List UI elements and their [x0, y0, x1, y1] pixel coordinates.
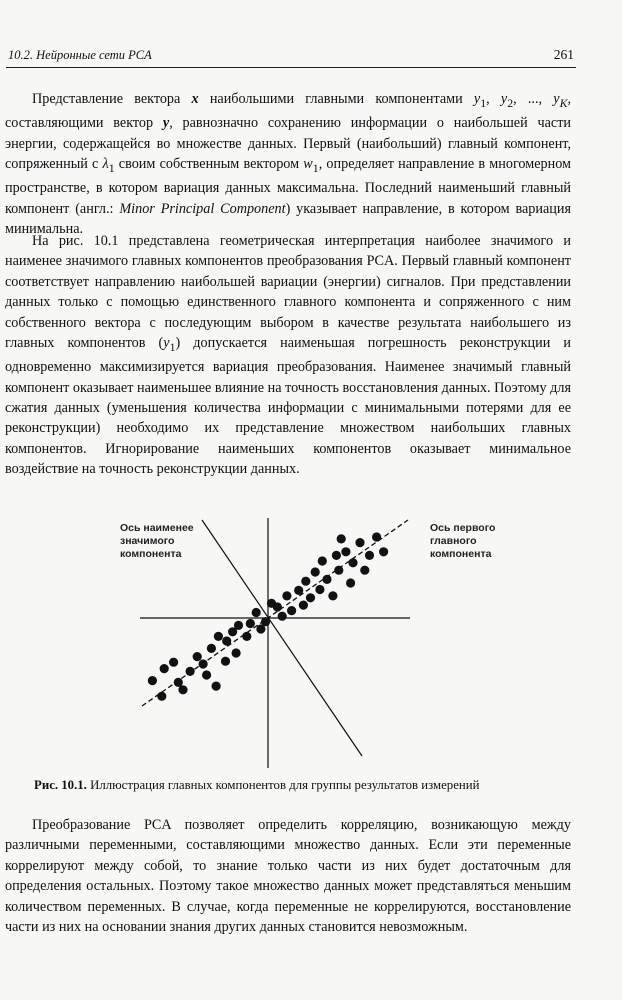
- scatter-point: [337, 534, 346, 543]
- scatter-point: [379, 547, 388, 556]
- caption-number: Рис. 10.1.: [34, 778, 87, 792]
- scatter-point: [306, 593, 315, 602]
- scatter-point: [157, 692, 166, 701]
- scatter-point: [346, 578, 355, 587]
- scatter-point: [318, 556, 327, 565]
- scatter-point: [301, 577, 310, 586]
- scatter-point: [186, 667, 195, 676]
- scatter-point: [311, 567, 320, 576]
- scatter-point: [332, 551, 341, 560]
- figure-caption: [34, 778, 594, 793]
- scatter-point: [355, 538, 364, 547]
- scatter-point: [341, 547, 350, 556]
- pca-figure: [100, 506, 540, 770]
- scatter-point: [322, 575, 331, 584]
- scatter-point: [193, 652, 202, 661]
- scatter-point: [242, 632, 251, 641]
- scatter-point: [169, 658, 178, 667]
- scatter-point: [252, 608, 261, 617]
- scatter-point: [365, 551, 374, 560]
- scatter-point: [199, 659, 208, 668]
- scatter-point: [222, 636, 231, 645]
- paragraph-2: На рис. 10.1 представлена геометрическая интерпретация наиболее значимого и наименее значимого главных компонентов преобразования PCA. Первый главный компонент соответствует направлению наибольшей вариации (энергии) сигналов. При представлении данных только с помощью единственного главного компонента и сопряженного с ним собственного вектора с последующим выбором в качестве результата наибольшего из главных компонентов $(y_1)$ допускается наименьшая погрешность реконструкции и одновременно максимизируется вариация преобразования. Наименее значимый главный компонент оказывает наименьшее влияние на точность восстановления данных. Поэтому для сжатия данных (уменьшения количества информации с минимальными потерями для ее реконструкции) необходимо их представление множеством наибольших главных компонентов. Игнорирование наименьших компонентов оказывает минимальное воздействие на точность реконструкции данных.: [5, 233, 571, 478]
- scatter-point: [202, 670, 211, 679]
- caption-text: Иллюстрация главных компонентов для группы результатов измерений: [86, 778, 480, 792]
- scatter-point: [273, 602, 282, 611]
- scatter-point: [221, 657, 230, 666]
- scatter-point: [328, 591, 337, 600]
- scatter-point: [160, 664, 169, 673]
- scatter-point: [178, 685, 187, 694]
- scatter-point: [334, 566, 343, 575]
- scatter-point: [234, 621, 243, 630]
- scatter-point: [315, 585, 324, 594]
- scatter-point: [207, 644, 216, 653]
- paragraph-3: Преобразование PCA позволяет определить корреляцию, возникающую между различными переменными, составляющими множество данных. Если эти переменные коррелируют между собой, то знание только части из них будет достаточным для определения остальных. Поэтому такое множество данных может представляться меньшим количеством переменных. В случае, когда переменные не коррелируются, восстановление части из них на основании знания других данных становится невозможным.: [5, 817, 571, 936]
- principal-axis-label: Ось первого главного компонента: [430, 522, 496, 560]
- paragraph-1: Представление вектора x наибольшими главными компонентами $y_1$, $y_2$, ..., $y_K$, составляющими вектор y, равнозначно сохранению информации о наибольшей части энергии, содержащейся во множестве данных. Первый (наибольший) главный компонент, сопряженный с $\lambda_1$ своим собственным вектором $w_1$, определяет направление в многомерном пространстве, в котором вариация данных максимальна. Последний наименьший главный компонент (англ.: Minor Principal Component) указывает направление, в котором вариация минимальна.: [5, 91, 572, 238]
- scatter-point: [278, 612, 287, 621]
- scatter-point: [294, 586, 303, 595]
- scatter-point: [148, 676, 157, 685]
- minor-axis-label: Ось наименее значимого компонента: [120, 522, 194, 560]
- running-header: [6, 45, 576, 68]
- scatter-point: [261, 617, 270, 626]
- scatter-point: [372, 532, 381, 541]
- scatter-point: [299, 601, 308, 610]
- scatter-point: [287, 606, 296, 615]
- scatter-point: [232, 648, 241, 657]
- chapter-title: 10.2. Нейронные сети PCA: [8, 48, 152, 62]
- scatter-point: [348, 558, 357, 567]
- scatter-point: [360, 566, 369, 575]
- scatter-point: [212, 682, 221, 691]
- scatter-point: [214, 632, 223, 641]
- scatter-point: [246, 619, 255, 628]
- page-number: 261: [553, 47, 574, 62]
- scatter-point: [282, 591, 291, 600]
